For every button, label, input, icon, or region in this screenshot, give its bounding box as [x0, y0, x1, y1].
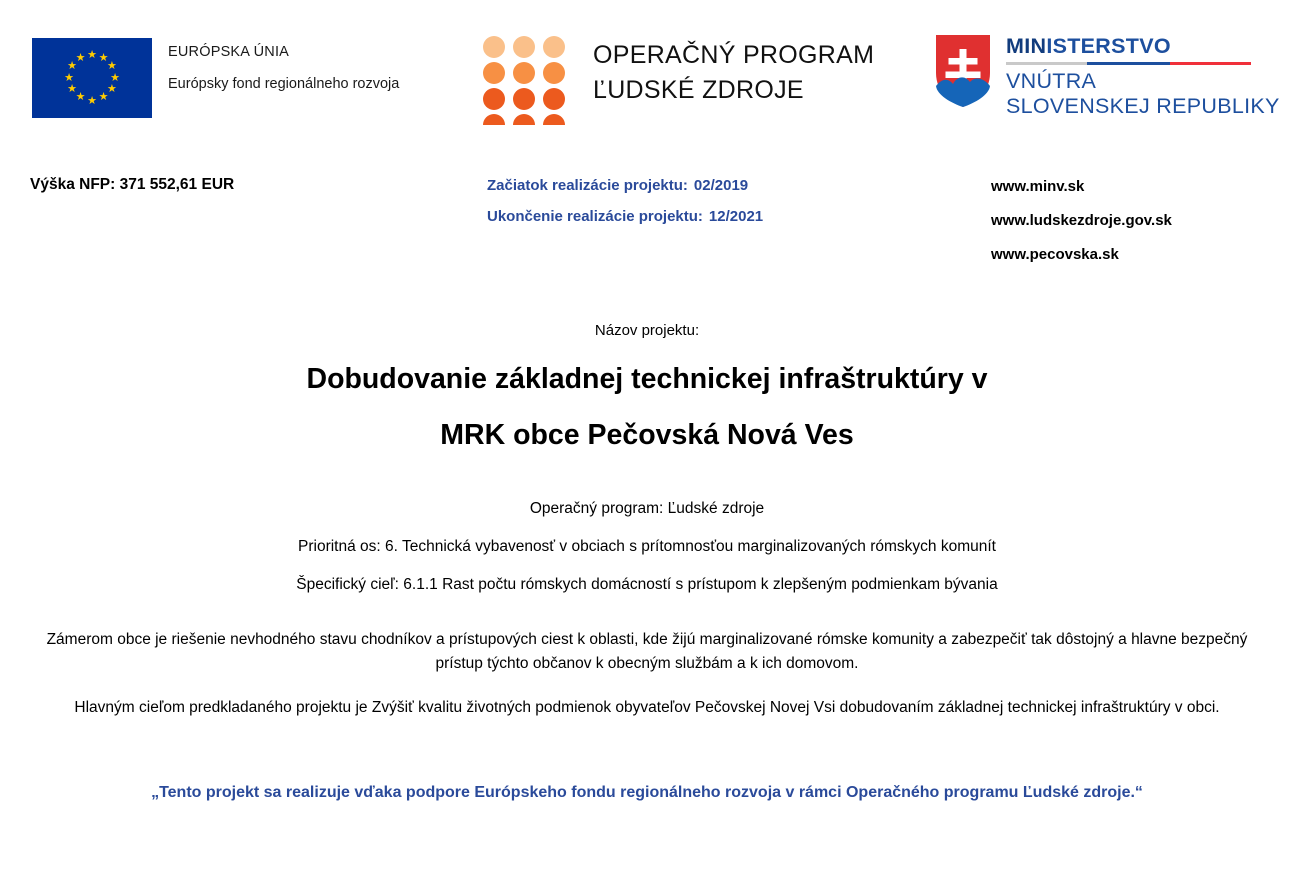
- person-head-icon: [513, 88, 535, 110]
- eu-logo-line2: Európsky fond regionálneho rozvoja: [168, 76, 400, 92]
- person-shoulders-icon: [543, 114, 565, 125]
- eu-star-icon: ★: [106, 83, 117, 95]
- specific-objective: Špecifický cieľ: 6.1.1 Rast počtu rómskych domácností s prístupom k zlepšeným podmienkam bývania: [296, 576, 998, 593]
- link-pecovska[interactable]: www.pecovska.sk: [991, 246, 1119, 263]
- eu-star-icon: ★: [67, 83, 78, 95]
- footer-statement-block: [0, 784, 1294, 802]
- project-title-line1: Dobudovanie základnej technickej infraštruktúry v: [306, 363, 988, 395]
- person-head-icon: [483, 62, 505, 84]
- funding-amount: Výška NFP: 371 552,61 EUR: [30, 176, 235, 193]
- link-ludskezdroje[interactable]: www.ludskezdroje.gov.sk: [991, 212, 1172, 229]
- eu-star-icon: ★: [64, 71, 74, 84]
- project-start-row: [487, 177, 763, 194]
- page-title: [0, 365, 1294, 449]
- person-head-icon: [513, 36, 535, 58]
- footer-statement: „Tento projekt sa realizuje vďaka podpore Európskeho fondu regionálneho rozvoja v rámci Operačného programu Ľudské zdroje.“: [151, 784, 1143, 801]
- people-grid-icon: [483, 36, 567, 129]
- ministry-logo-line3: SLOVENSKEJ REPUBLIKY: [1006, 93, 1280, 118]
- op-logo-line1: OPERAČNÝ PROGRAM: [593, 41, 875, 69]
- person-head-icon: [483, 36, 505, 58]
- eu-star-icon: ★: [75, 91, 86, 104]
- operacny-program-logo-text: [593, 36, 874, 107]
- slovak-coat-of-arms-icon: [934, 33, 992, 109]
- eu-star-icon: ★: [87, 48, 97, 61]
- project-end-row: [487, 208, 763, 225]
- project-start-label: Začiatok realizácie projektu:: [487, 177, 688, 194]
- person-head-icon: [543, 36, 565, 58]
- ministry-logo-line2: VNÚTRA: [1006, 68, 1097, 93]
- project-start-value: 02/2019: [693, 177, 749, 194]
- link-minv[interactable]: www.minv.sk: [991, 178, 1085, 195]
- project-title-line2: MRK obce Pečovská Nová Ves: [440, 418, 854, 451]
- ministry-line1-part1: MIN: [1006, 34, 1047, 58]
- ministry-logo-text: [1006, 33, 1280, 118]
- description-paragraph-2: Hlavným cieľom predkladaného projektu je Zvýšiť kvalitu životných podmienok obyvateľov Pečovskej Novej Vsi dobudovaním základnej technickej infraštruktúry v obci.: [74, 699, 1220, 717]
- person-head-icon: [513, 62, 535, 84]
- project-end-label: Ukončenie realizácie projektu:: [487, 208, 703, 225]
- eu-star-icon: ★: [75, 51, 86, 64]
- people-grid-shoulders-row: [483, 114, 567, 125]
- eu-star-icon: ★: [106, 60, 117, 72]
- eu-star-icon: ★: [98, 51, 109, 64]
- tricolor-divider: [1006, 62, 1251, 65]
- eu-star-icon: ★: [110, 71, 120, 84]
- eu-star-icon: ★: [67, 60, 78, 72]
- person-head-icon: [483, 88, 505, 110]
- op-logo-line2: ĽUDSKÉ ZDROJE: [593, 75, 804, 104]
- eu-flag-icon: [32, 38, 152, 118]
- people-grid-row: [483, 62, 567, 84]
- logo-bar: [0, 0, 1294, 140]
- person-head-icon: [543, 62, 565, 84]
- project-dates: [487, 177, 763, 239]
- eu-star-icon: ★: [98, 91, 109, 104]
- people-grid-row: [483, 36, 567, 58]
- project-title-block: [0, 322, 1294, 449]
- description-paragraphs: [0, 628, 1294, 740]
- eu-logo-text: [168, 38, 399, 92]
- ministry-logo-line1: [1006, 35, 1280, 58]
- project-end-value: 12/2021: [708, 208, 764, 225]
- program-details: [0, 500, 1294, 614]
- person-shoulders-icon: [483, 114, 505, 125]
- people-grid-row: [483, 88, 567, 110]
- eu-star-icon: ★: [87, 94, 97, 107]
- operacny-program-logo: [483, 36, 874, 129]
- eu-logo-line1: EURÓPSKA ÚNIA: [168, 44, 290, 60]
- operational-program: Operačný program: Ľudské zdroje: [529, 500, 765, 517]
- european-union-logo: [32, 38, 399, 118]
- person-head-icon: [543, 88, 565, 110]
- description-paragraph-1: Zámerom obce je riešenie nevhodného stavu chodníkov a prístupových ciest k oblasti, kde žijú marginalizované rómske komunity a zabezpečiť tak dôstojný a hlavne bezpečný prístup týchto občanov k obecným službám a k ich domovom.: [46, 631, 1248, 673]
- ministry-of-interior-logo: [934, 33, 1280, 118]
- website-links: [991, 178, 1172, 280]
- ministry-line1-part2: ISTERSTVO: [1046, 34, 1171, 58]
- priority-axis: Prioritná os: 6. Technická vybavenosť v obciach s prítomnosťou marginalizovaných rómskych komunít: [298, 538, 996, 555]
- person-shoulders-icon: [513, 114, 535, 125]
- project-title-label: Názov projektu:: [594, 322, 700, 339]
